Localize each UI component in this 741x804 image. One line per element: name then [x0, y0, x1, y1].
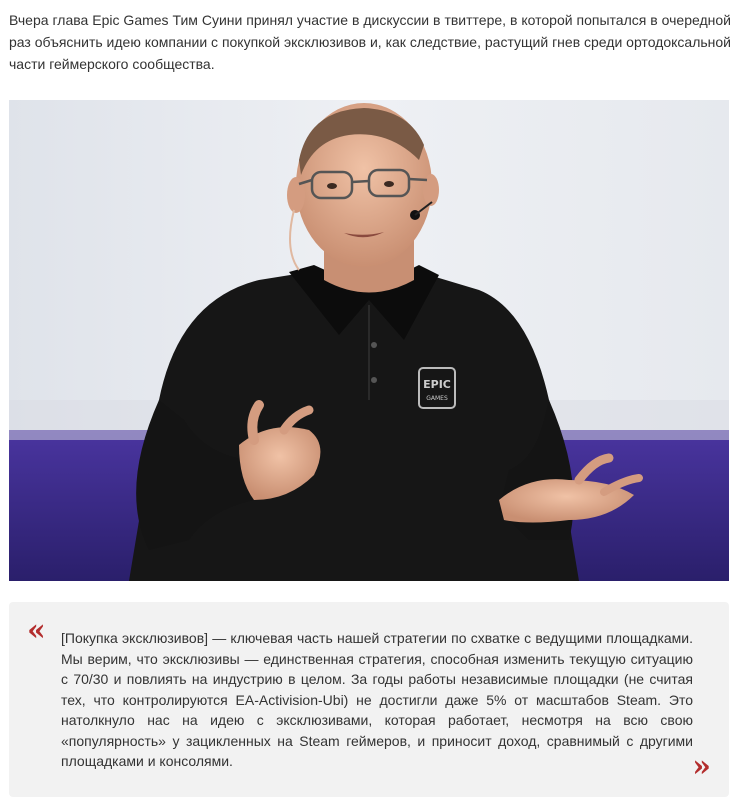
close-quote-icon: »: [692, 749, 711, 784]
blockquote: [9, 602, 729, 797]
quote-text: [Покупка эксклюзивов] — ключевая часть нашей стратегии по схватке с ведущими площадками. Мы верим, что эксклюзивы — единственная стратегия, способная изменить текущую ситуацию с 70/30 и повлиять на индустрию в целом. За годы работы независимые площадки (не считая тех, что контролируются EA-Activision-Ubi) не достигли даже 5% от масштабов Steam. Это натолкнуло нас на идею с эксклюзивами, которая работает, несмотря на всю свою «популярность» у зацикленных на Steam геймеров, и приносит доход, сравнимый с другими площадками и консолями.: [61, 630, 693, 769]
logo-subtext: GAMES: [426, 395, 448, 402]
article-photo: [9, 100, 729, 581]
open-quote-icon: «: [27, 613, 46, 648]
logo-text: EPIC: [423, 378, 451, 391]
speaker-illustration: [9, 100, 729, 581]
intro-paragraph: Вчера глава Epic Games Тим Суини принял участие в дискуссии в твиттере, в которой попытался в очередной раз объяснить идею компании с покупкой эксклюзивов и, как следствие, растущий гнев среди ортодоксальной части геймерского сообщества.: [9, 12, 731, 72]
